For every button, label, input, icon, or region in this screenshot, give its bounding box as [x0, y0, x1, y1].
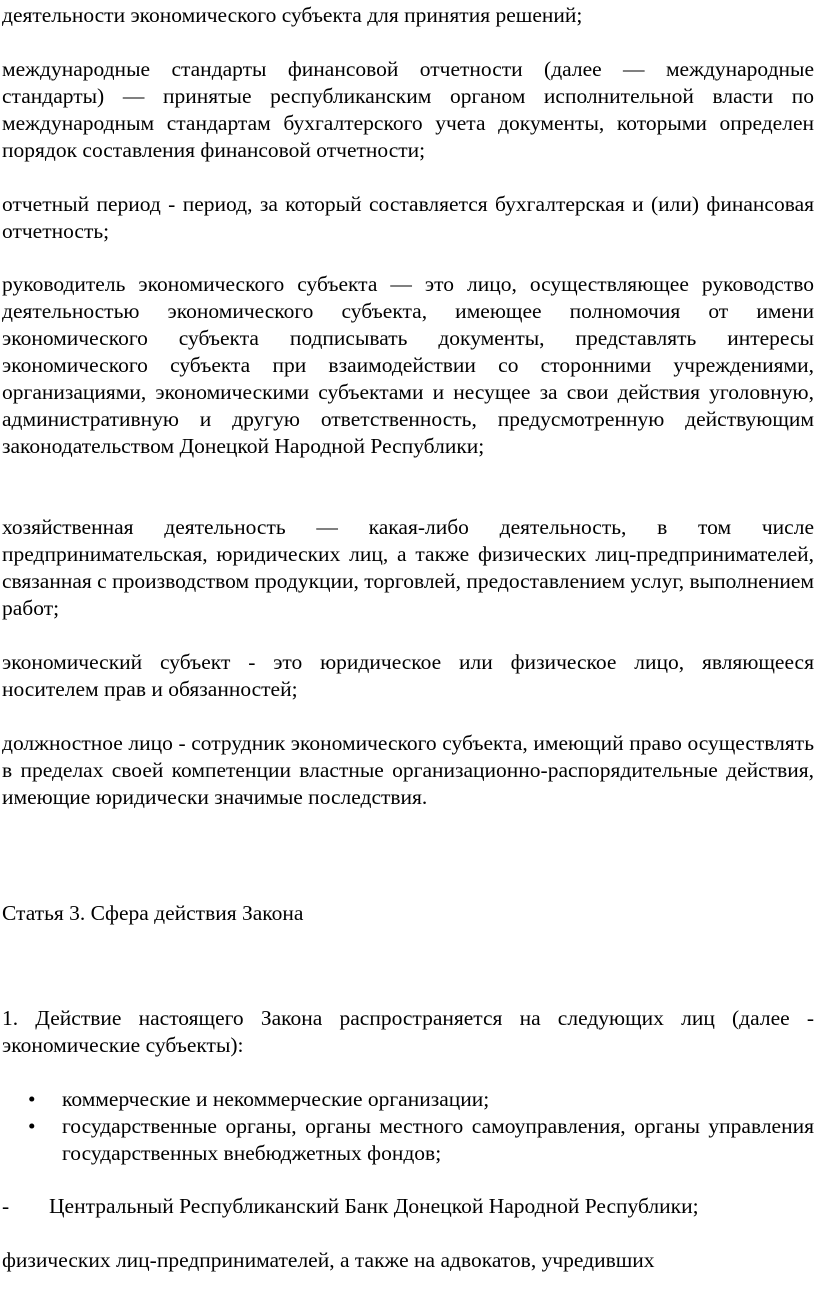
dash-list-item — [2, 1193, 814, 1220]
paragraph-economic-entity: экономический субъект - это юридическое или физическое лицо, являющееся носителем прав и обязанностей; — [2, 650, 814, 701]
paragraph-reporting-period: отчетный период - период, за который составляется бухгалтерская и (или) финансовая отчетность; — [2, 192, 814, 243]
list-item-text: государственные органы, органы местного самоуправления, органы управления государственных внебюджетных фондов; — [62, 1114, 814, 1165]
bullet-icon: • — [28, 1114, 36, 1138]
list-item — [2, 1086, 814, 1113]
paragraph-official: должностное лицо - сотрудник экономического субъекта, имеющий право осуществлять в пределах своей компетенции властные организационно-распорядительные действия, имеющие юридически значимые последствия. — [2, 731, 814, 809]
dash-icon: - — [2, 1194, 10, 1218]
paragraph-entrepreneurs: физических лиц-предпринимателей, а также на адвокатов, учредивших — [2, 1248, 655, 1272]
paragraph-decision-making: деятельности экономического субъекта для принятия решений; — [2, 3, 583, 27]
entity-bullet-list — [2, 1086, 814, 1167]
list-item — [2, 1113, 814, 1167]
article-intro-paragraph: 1. Действие настоящего Закона распространяется на следующих лиц (далее - экономические субъекты): — [2, 1006, 814, 1057]
bullet-icon: • — [28, 1087, 36, 1111]
dash-item-text: Центральный Республиканский Банк Донецкой Народной Республики; — [49, 1194, 699, 1218]
paragraph-international-standards: международные стандарты финансовой отчетности (далее — международные стандарты) — принятые республиканским органом исполнительной власти по международным стандартам бухгалтерского учета документы, которыми определен порядок составления финансовой отчетности; — [2, 57, 814, 162]
article-heading: Статья 3. Сфера действия Закона — [2, 901, 304, 925]
list-item-text: коммерческие и некоммерческие организации; — [62, 1087, 490, 1111]
paragraph-economic-activity: хозяйственная деятельность — какая-либо деятельность, в том числе предпринимательская, юридических лиц, а также физических лиц-предпринимателей, связанная с производством продукции, торговлей, предоставлением услуг, выполнением работ; — [2, 515, 814, 620]
paragraph-head-of-entity: руководитель экономического субъекта — это лицо, осуществляющее руководство деятельностью экономического субъекта, имеющее полномочия от имени экономического субъекта подписывать документы, представлять интересы экономического субъекта при взаимодействии со сторонними учреждениями, организациями, экономическими субъектами и несущее за свои действия уголовную, административную и другую ответственность, предусмотренную действующим законодательством Донецкой Народной Республики; — [2, 272, 814, 458]
